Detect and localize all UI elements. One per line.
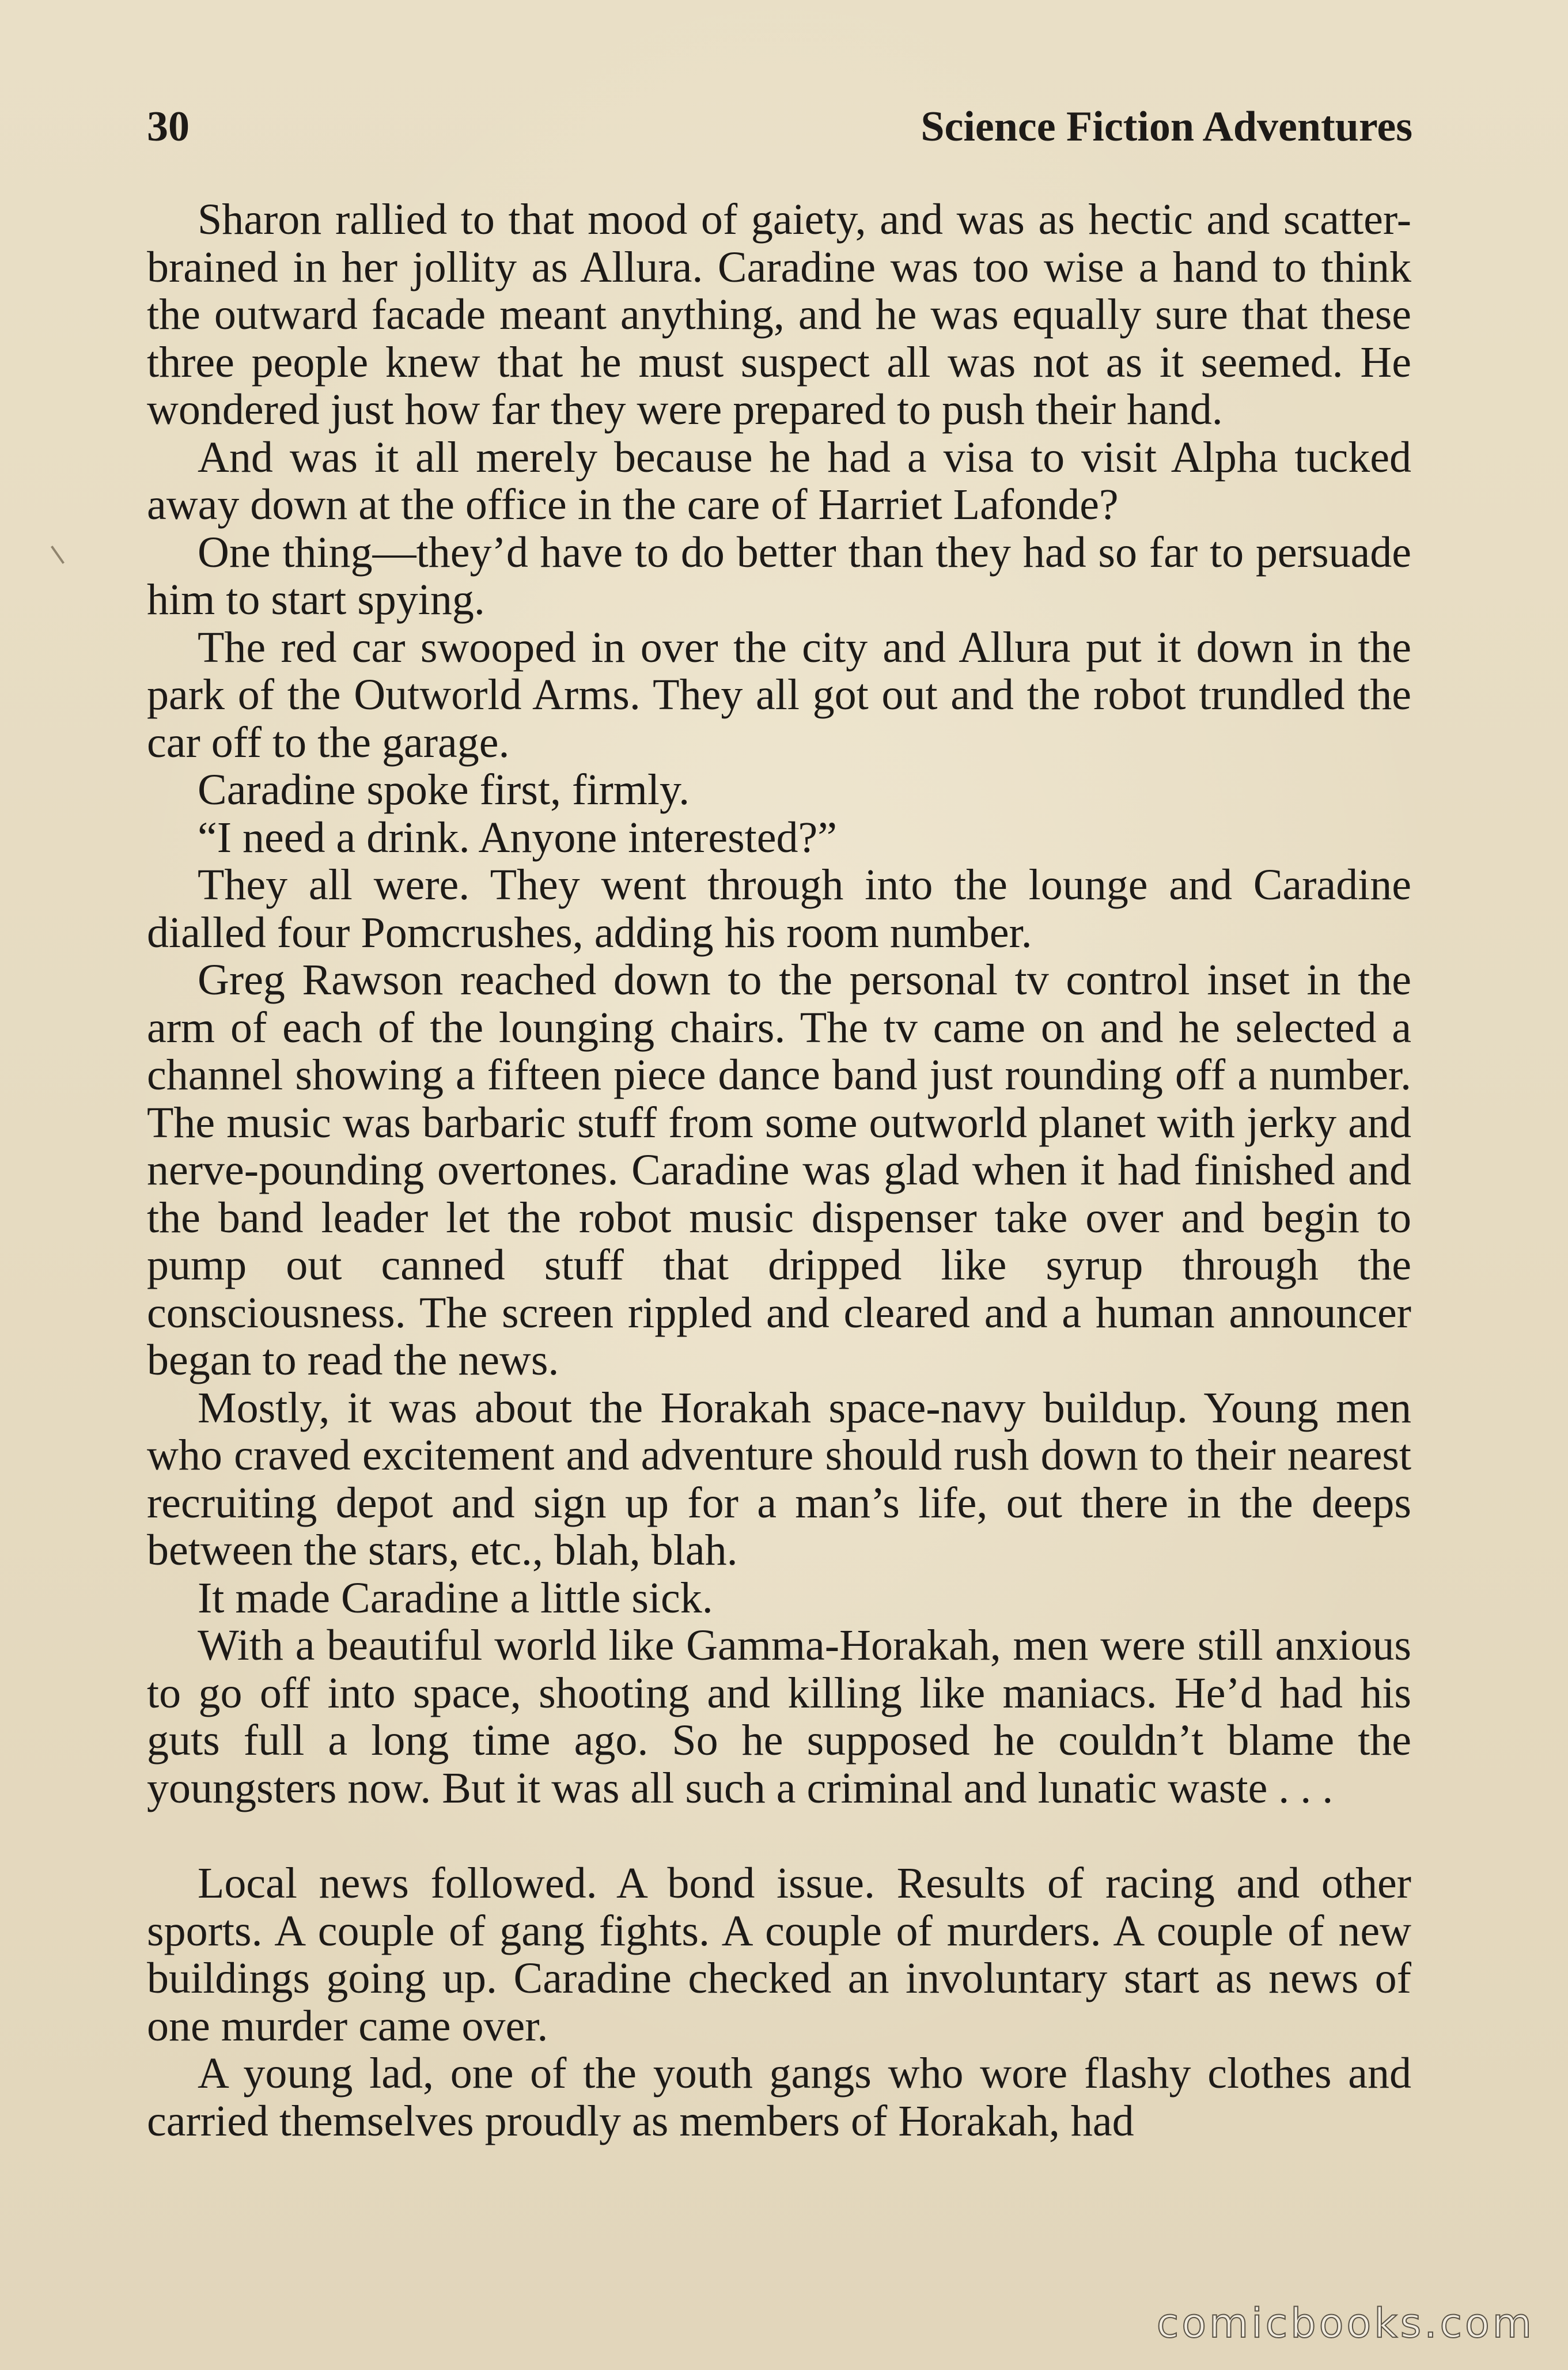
paragraph: Greg Rawson reached down to the personal tv control inset in the arm of each of the lounging chairs. The tv came on and he selected a channel showing a fifteen piece dance band just rounding off a number. The music was barbaric stuff from some outworld planet with jerky and nerve-pounding overtones. Caradine was glad when it had finished and the band leader let the robot music dispenser take over and begin to pump out canned stuff that dripped like syrup through the consciousness. The screen rippled and cleared and a human announcer began to read the news. [147, 956, 1411, 1384]
paragraph: Mostly, it was about the Horakah space-navy buildup. Young men who craved excitement and adventure should rush down to their nearest recruiting depot and sign up for a man’s life, out there in the deeps between the stars, etc., blah, blah. [147, 1383, 1411, 1574]
paragraph: And was it all merely because he had a visa to visit Alpha tucked away down at the office in the care of Harriet Lafonde? [147, 433, 1411, 529]
paragraph: A young lad, one of the youth gangs who wore flashy clothes and carried themselves proudly as members of Horakah, had [147, 2049, 1411, 2145]
watermark-logo: comicbooks.com [1156, 2300, 1535, 2347]
paragraph: It made Caradine a little sick. [198, 1573, 713, 1622]
paragraph: Sharon rallied to that mood of gaiety, and was as hectic and scatter-brained in her jollity as Allura. Caradine was too wise a hand to think the outward facade meant anything, and he was equally sure that these three people knew that he must suspect all was not as it seemed. He wondered just how far they were prepared to push their hand. [147, 195, 1411, 434]
paragraph: They all were. They went through into the lounge and Caradine dialled four Pomcrushes, adding his room number. [147, 861, 1411, 957]
paragraph: The red car swooped in over the city and Allura put it down in the park of the Outworld Arms. They all got out and the robot trundled the car off to the garage. [147, 623, 1411, 767]
page-header [147, 103, 1412, 160]
paragraph: “I need a drink. Anyone interested?” [198, 813, 837, 862]
running-title: Science Fiction Adventures [921, 103, 1412, 150]
section-break [147, 1812, 1411, 1860]
paragraph: Caradine spoke first, firmly. [198, 766, 690, 814]
margin-tick-mark [51, 546, 65, 564]
body-text [147, 196, 1411, 2145]
page-number: 30 [147, 103, 190, 150]
paragraph: One thing—they’d have to do better than they had so far to persuade him to start spying. [147, 528, 1411, 624]
paragraph: Local news followed. A bond issue. Results of racing and other sports. A couple of gang fights. A couple of murders. A couple of new buildings going up. Caradine checked an involuntary start as news of one murder came over. [147, 1859, 1411, 2050]
paragraph: With a beautiful world like Gamma-Horakah, men were still anxious to go off into space, shooting and killing like maniacs. He’d had his guts full a long time ago. So he supposed he couldn’t blame the youngsters now. But it was all such a criminal and lunatic waste . . . [147, 1621, 1411, 1812]
